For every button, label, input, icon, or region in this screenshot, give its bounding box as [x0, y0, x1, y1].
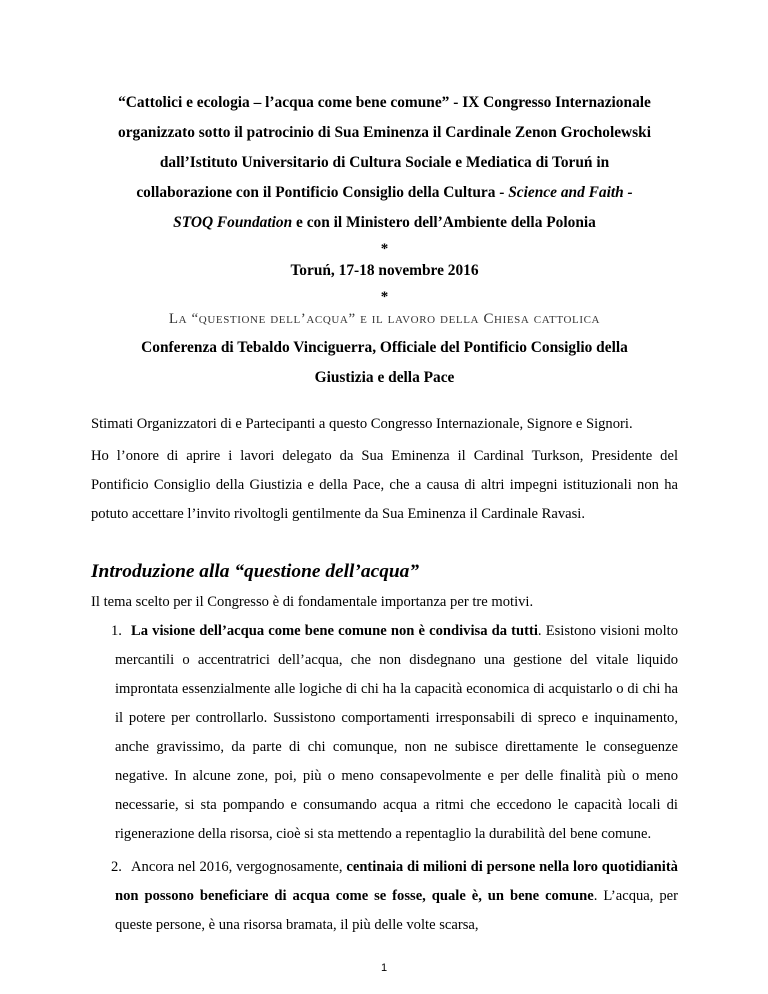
header-line: “Cattolici e ecologia – l’acqua come bene comune” - IX Congresso Internazionale: [118, 94, 651, 111]
greeting-paragraph: Stimati Organizzatori di e Partecipanti a questo Congresso Internazionale, Signore e Signori.: [91, 416, 633, 432]
header-line: collaborazione con il Pontificio Consiglio della Cultura - Science and Faith -: [136, 184, 633, 201]
header-line: organizzato sotto il patrocinio di Sua Eminenza il Cardinale Zenon Grocholewski: [118, 124, 651, 141]
item-bold-text: La visione dell’acqua come bene comune non è condivisa da tutti: [131, 623, 538, 639]
separator-star: *: [380, 289, 389, 305]
conference-title: Conferenza di Tebaldo Vinciguerra, Officiale del Pontificio Consiglio della Giustizia e della Pace: [141, 339, 628, 386]
science-and-faith-italic: Science and Faith -: [508, 184, 633, 201]
header-line: STOQ Foundation e con il Ministero dell’Ambiente della Polonia: [173, 214, 596, 231]
section-lead: Il tema scelto per il Congresso è di fondamentale importanza per tre motivi.: [91, 594, 534, 610]
event-date: Toruń, 17-18 novembre 2016: [290, 262, 479, 279]
intro-paragraph: Ho l’onore di aprire i lavori delegato da Sua Eminenza il Cardinal Turkson, Presidente del Pontificio Consiglio della Giustizia e della Pace, che a causa di altri impegni istituzionali non ha potuto accettare l’invito rivoltogli gentilmente da Sua Eminenza il Cardinale Ravasi.: [91, 448, 678, 522]
document-subtitle: La “questione dell’acqua” e il lavoro della Chiesa cattolica: [168, 311, 601, 327]
page-number: 1: [380, 962, 388, 974]
list-item: 2. Ancora nel 2016, vergognosamente, centinaia di milioni di persone nella loro quotidianità non possono beneficiare di acqua come se fosse, quale è, un bene comune. L’acqua, per queste persone, è una risorsa bramata, il più delle volte scarsa,: [111, 859, 678, 933]
section-heading: Introduzione alla “questione dell’acqua”: [91, 561, 420, 582]
congress-header: [91, 88, 678, 238]
header-line: dall’Istituto Universitario di Cultura Sociale e Mediatica di Toruń in: [159, 154, 610, 171]
separator-star: *: [380, 241, 389, 257]
stoq-foundation-italic: STOQ Foundation: [173, 214, 293, 231]
list-item: 1. La visione dell’acqua come bene comune non è condivisa da tutti. Esistono visioni molto mercantili o accentratrici dell’acqua, che non disdegnano una gestione del vitale liquido improntata essenzialmente alle logiche di chi ha la capacità economica di acquistarlo o di chi ha il potere per controllarlo. Sussistono comportamenti irresponsabili di spreco e inquinamento, anche gravissimo, da parte di chi comunque, non ne subisce direttamente le conseguenze negative. In alcune zone, poi, più o meno consapevolmente e per delle finalità più o meno necessarie, si sta pompando e consumando acqua a ritmi che eccedono le capacità locali di rigenerazione della risorsa, cioè si sta mettendo a repentaglio la durabilità del bene comune.: [111, 623, 679, 842]
item-bold-text: centinaia di milioni di persone nella loro quotidianità non possono beneficiare di acqua come se fosse, quale è, un bene comune: [115, 859, 678, 904]
